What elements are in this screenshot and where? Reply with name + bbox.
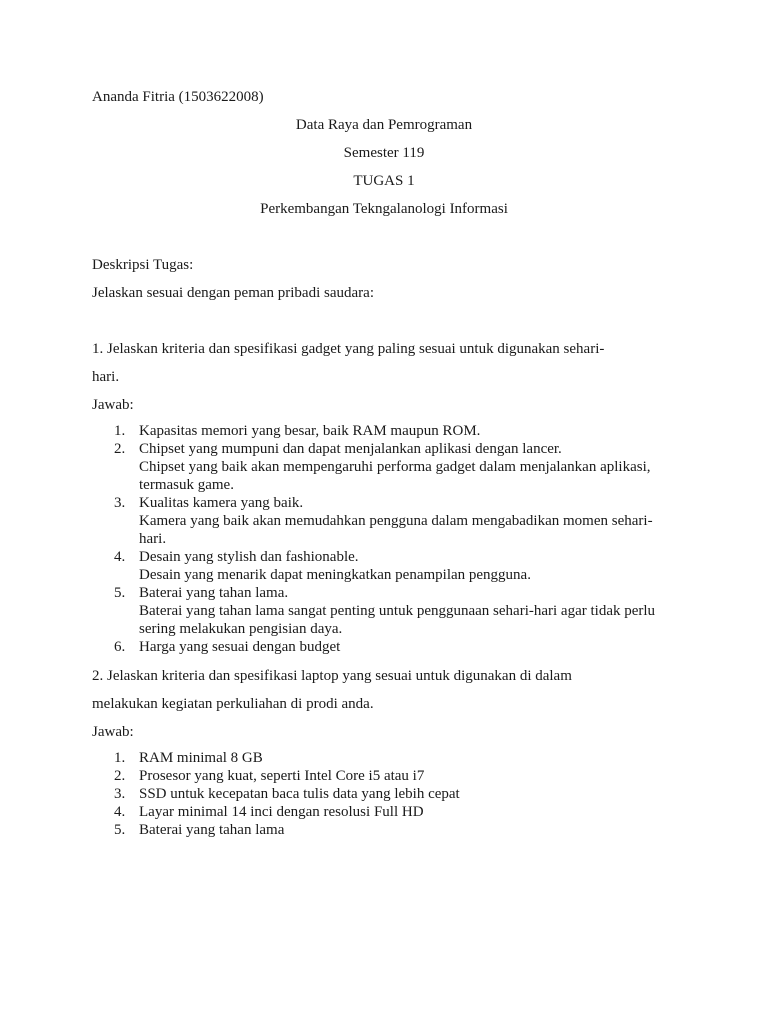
list-item-number: 2. xyxy=(114,441,126,457)
list-item-text: Baterai yang tahan lama sangat penting untuk penggunaan sehari-hari agar tidak perlu xyxy=(139,603,656,619)
list-item-number: 5. xyxy=(114,822,126,838)
list-item-text: Chipset yang baik akan mempengaruhi performa gadget dalam menjalankan aplikasi, xyxy=(139,459,651,475)
list-item-number: 1. xyxy=(114,750,126,766)
assignment-title: TUGAS 1 xyxy=(353,173,415,189)
list-item-number: 5. xyxy=(114,585,126,601)
list-item-text: Harga yang sesuai dengan budget xyxy=(139,639,341,655)
course-title: Data Raya dan Pemrograman xyxy=(295,117,473,133)
description-label: Deskripsi Tugas: xyxy=(92,257,194,273)
author-line: Ananda Fitria (1503622008) xyxy=(92,89,264,105)
list-item-text: sering melakukan pengisian daya. xyxy=(139,621,343,637)
list-item-number: 3. xyxy=(114,786,126,802)
list-item-text: hari. xyxy=(139,531,167,547)
list-item-text: Desain yang menarik dapat meningkatkan penampilan pengguna. xyxy=(139,567,531,583)
list-item-text: Baterai yang tahan lama xyxy=(139,822,285,838)
list-item-text: Kamera yang baik akan memudahkan pengguna dalam mengabadikan momen sehari- xyxy=(139,513,653,529)
list-item-text: Layar minimal 14 inci dengan resolusi Full HD xyxy=(139,804,424,820)
topic-title: Perkembangan Tekngalanologi Informasi xyxy=(260,201,508,217)
list-item-text: RAM minimal 8 GB xyxy=(139,750,263,766)
question-2-line-1: 2. Jelaskan kriteria dan spesifikasi laptop yang sesuai untuk digunakan di dalam xyxy=(92,668,572,684)
list-item-number: 6. xyxy=(114,639,126,655)
list-item-text: SSD untuk kecepatan baca tulis data yang lebih cepat xyxy=(139,786,460,802)
instruction-line: Jelaskan sesuai dengan peman pribadi saudara: xyxy=(92,285,374,301)
list-item-number: 4. xyxy=(114,549,126,565)
question-1-line-1: 1. Jelaskan kriteria dan spesifikasi gadget yang paling sesuai untuk digunakan sehari- xyxy=(92,341,605,357)
list-item-number: 4. xyxy=(114,804,126,820)
semester-line: Semester 119 xyxy=(343,145,425,161)
list-item-number: 3. xyxy=(114,495,126,511)
list-item-text: Prosesor yang kuat, seperti Intel Core i5 atau i7 xyxy=(139,768,425,784)
answer-2-label: Jawab: xyxy=(92,724,134,740)
list-item-text: Desain yang stylish dan fashionable. xyxy=(139,549,359,565)
list-item-text: Chipset yang mumpuni dan dapat menjalankan aplikasi dengan lancer. xyxy=(139,441,562,457)
list-item-text: Baterai yang tahan lama. xyxy=(139,585,289,601)
list-item-text: Kapasitas memori yang besar, baik RAM maupun ROM. xyxy=(139,423,481,439)
list-item-number: 2. xyxy=(114,768,126,784)
answer-1-label: Jawab: xyxy=(92,397,134,413)
question-1-line-2: hari. xyxy=(92,369,120,385)
list-item-text: Kualitas kamera yang baik. xyxy=(139,495,304,511)
question-2-line-2: melakukan kegiatan perkuliahan di prodi anda. xyxy=(92,696,374,712)
list-item-text: termasuk game. xyxy=(139,477,234,493)
list-item-number: 1. xyxy=(114,423,126,439)
